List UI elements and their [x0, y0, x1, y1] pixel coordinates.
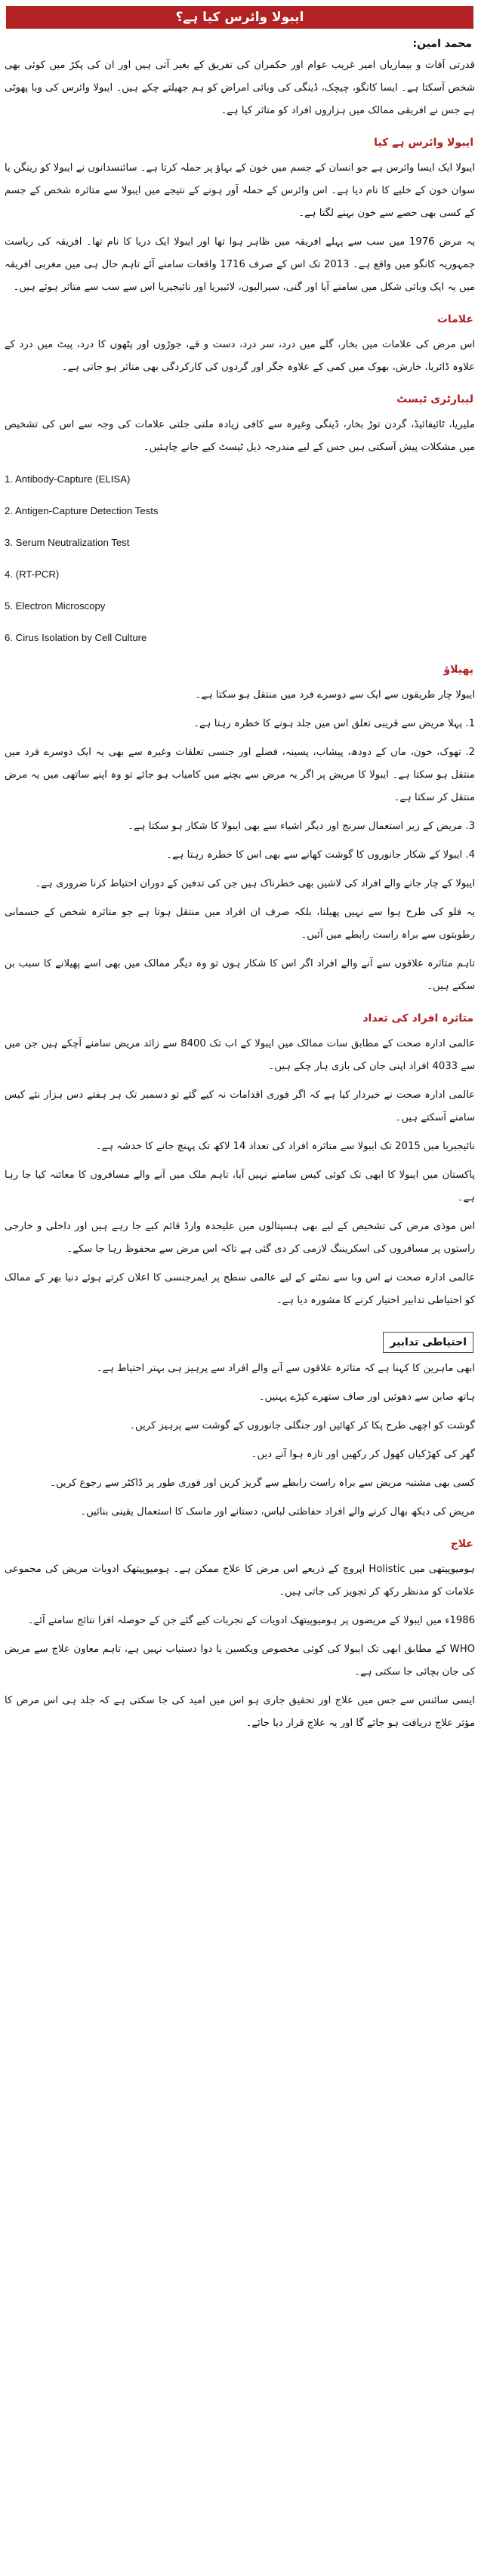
paragraph: گوشت کو اچھی طرح پکا کر کھائیں اور جنگلی جانوروں کے گوشت سے پرہیز کریں۔: [129, 1420, 475, 1431]
list-item: [5, 627, 469, 649]
page-title: ایبولا وائرس کیا ہے؟: [6, 6, 473, 29]
test-name: Antigen-Capture Detection Tests: [14, 505, 159, 516]
paragraph: پاکستان میں ایبولا کا ابھی تک کوئی کیس سامنے نہیں آیا، تاہم ملک میں آنے والے مسافروں کا معائنہ کیا جا رہا ہے۔: [5, 1169, 475, 1203]
section-heading-precautions: احتیاطی تدابیر: [383, 1332, 473, 1353]
paragraph: 1. پہلا مریض سے قریبی تعلق اس میں جلد ہونے کا خطرہ رہتا ہے۔: [193, 718, 475, 729]
paragraph: عالمی ادارہ صحت کے مطابق سات ممالک میں ایبولا کے اب تک 8400 سے زائد مریض سامنے آچکے ہیں جن میں سے 4033 افراد اپنی جان کی بازی ہار چکے ہیں۔: [5, 1038, 475, 1072]
paragraph: یہ مرض 1976 میں سب سے پہلے افریقہ میں ظاہر ہوا تھا اور ایبولا ایک دریا کا نام تھا۔ افریقہ کی ریاست جمہوریہ کانگو میں واقع ہے۔ 2013 تک اس کے صرف 1716 واقعات سامنے آئے تاہم حال ہی میں مغربی افریقہ میں یہ ایک وبائی شکل میں سامنے آیا اور گنی، سیرالیون، لائبیریا اور نائیجیریا اس سے سب سے متاثر ہوئے ہیں۔: [5, 236, 475, 293]
section-heading-tests: لیبارٹری ٹیسٹ: [396, 393, 473, 405]
paragraph: ایبولا کے چار جانے والے افراد کی لاشیں بھی خطرناک ہیں جن کی تدفین کے دوران احتیاط کرنا ضروری ہے۔: [35, 878, 475, 889]
paragraph: 4. ایبولا کے شکار جانوروں کا گوشت کھانے سے بھی اس کا خطرہ رہتا ہے۔: [166, 849, 475, 861]
paragraph: 2. تھوک، خون، ماں کے دودھ، پیشاب، پسینہ، فضلے اور جنسی تعلقات وغیرہ سے بھی یہ ایک دوسرے فرد میں منتقل ہو سکتا ہے۔ ایبولا کا مریض پر اگر یہ مرض سے بچنے میں کامیاب ہو جائے تو وہ اپنے ساتھی میں یہ مرض منتقل کر سکتا ہے۔: [5, 747, 475, 803]
paragraph: 1986ء میں ایبولا کے مریضوں پر ہومیوپیتھک ادویات کے تجربات کیے گئے جن کے حوصلہ افزا نتائج سامنے آئے۔: [27, 1615, 475, 1626]
list-index: 1.: [5, 473, 13, 485]
list-item: [5, 500, 469, 522]
list-item: [5, 563, 469, 586]
test-name: Cirus Isolation by Cell Culture: [15, 632, 147, 643]
paragraph: ملیریا، ٹائیفائیڈ، گردن توڑ بخار، ڈینگی وغیرہ سے کافی زیادہ ملتی جلتی علامات کی وجہ سے اس کی تشخیص میں مشکلات پیش آسکتی ہیں جس کے لیے مندرجہ ذیل ٹیسٹ کیے جانے چاہئیں۔: [5, 419, 475, 453]
paragraph: 3. مریض کے زیر استعمال سرنج اور دیگر اشیاء سے بھی ایبولا کا شکار ہو سکتا ہے۔: [128, 821, 475, 832]
list-index: 6.: [5, 632, 13, 643]
paragraph: اس مرض کی علامات میں بخار، گلے میں درد، سر درد، دست و قے، جوڑوں اور پٹھوں کا درد، پیٹ میں درد کے علاوہ ڈائریا، خارش، بھوک میں کمی کے علاوہ جگر اور گردوں کی کارکردگی بھی متاثر ہو جاتی ہے۔: [5, 339, 475, 373]
list-item: [5, 595, 469, 618]
tests-list: [5, 468, 475, 649]
paragraph: نائیجیریا میں 2015 تک ایبولا سے متاثرہ افراد کی تعداد 14 لاکھ تک پہنچ جانے کا خدشہ ہے۔: [95, 1141, 475, 1152]
paragraph: ایسی سائنس سے جس میں علاج اور تحقیق جاری ہو اس میں امید کی جا سکتی ہے کہ جلد ہی اس مرض کا مؤثر علاج دریافت ہو جائے گا اور یہ علاج قرار دیا جائے۔: [5, 1695, 475, 1729]
list-index: 5.: [5, 600, 13, 612]
paragraph: تاہم متاثرہ علاقوں سے آنے والے افراد اگر اس کا شکار ہوں تو وہ دیگر ممالک میں بھی اسے پھیلانے کا سبب بن سکتے ہیں۔: [5, 958, 475, 992]
section-heading-spread: پھیلاؤ: [443, 664, 473, 676]
paragraph: ایبولا چار طریقوں سے ایک سے دوسرے فرد میں منتقل ہو سکتا ہے۔: [195, 689, 475, 701]
test-name: Electron Microscopy: [15, 600, 106, 612]
paragraph: ایبولا ایک ایسا وائرس ہے جو انسان کے جسم میں خون کے بہاؤ پر حملہ کرتا ہے۔ سائنسدانوں نے ایبولا کو رینگن یا سوان خون کے خلیے کا نام دیا ہے۔ اس وائرس کے حملہ آور ہونے کے نتیجے میں ایبولا سے متاثرہ شخص کے جسم کے کسی بھی حصے سے خون بہنے لگتا ہے۔: [5, 162, 475, 219]
paragraph: اس موذی مرض کی تشخیص کے لیے بھی ہسپتالوں میں علیحدہ وارڈ قائم کیے جا رہے ہیں اور داخلی و خارجی راستوں پر مسافروں کی اسکریننگ لازمی کر دی گئی ہے تاکہ اس مرض سے محفوظ رہا جا سکے۔: [5, 1221, 475, 1255]
test-name: (RT-PCR): [15, 569, 60, 580]
paragraph: WHO کے مطابق ابھی تک ایبولا کی کوئی مخصوص ویکسین یا دوا دستیاب نہیں ہے، تاہم معاون علاج سے مریض کی جان بچائی جا سکتی ہے۔: [5, 1644, 475, 1678]
intro-paragraph: قدرتی آفات و بیماریاں امیر غریب عوام اور حکمران کی تفریق کے بغیر آتی ہیں اور ان کی پکڑ میں کوئی بھی شخص آسکتا ہے۔ ایسا کانگو، چیچک، ڈینگی کی وبائی امراض کو ہم جھیلتے چکے ہیں۔ ایبولا وائرس کی وبا پھوٹی ہے جس نے افریقی ممالک میں ہزاروں افراد کو متاثر کیا ہے۔: [5, 60, 475, 116]
paragraph: کسی بھی مشتبہ مریض سے براہ راست رابطے سے گریز کریں اور فوری طور پر ڈاکٹر سے رجوع کریں۔: [50, 1478, 475, 1489]
list-item: [5, 468, 469, 491]
list-index: 3.: [5, 537, 13, 548]
paragraph: یہ فلو کی طرح ہوا سے نہیں پھیلتا، بلکہ صرف ان افراد میں منتقل ہوتا ہے جو متاثرہ شخص کے جسمانی رطوبتوں سے براہ راست رابطے میں آئیں۔: [5, 907, 475, 941]
paragraph: عالمی ادارہ صحت نے خبردار کیا ہے کہ اگر فوری اقدامات نہ کیے گئے تو دسمبر تک ہر ہفتے دس ہزار نئے کیس سامنے آسکتے ہیں۔: [5, 1089, 475, 1123]
section-heading-affected: متاثرہ افراد کی تعداد: [362, 1012, 473, 1025]
author-name: محمد امین:: [412, 38, 472, 50]
paragraph: ابھی ماہرین کا کہنا ہے کہ متاثرہ علاقوں سے آنے والے افراد سے پرہیز ہی بہتر احتیاط ہے۔: [96, 1363, 475, 1374]
section-heading-what: ایبولا وائرس ہے کیا: [374, 137, 473, 149]
paragraph: عالمی ادارہ صحت نے اس وبا سے نمٹنے کے لیے عالمی سطح پر ایمرجنسی کا اعلان کرتے ہوئے دنیا بھر کے ممالک کو احتیاطی تدابیر اختیار کرنے کا مشورہ دیا ہے۔: [5, 1272, 475, 1306]
section-heading-treatment: علاج: [450, 1538, 473, 1550]
section-heading-symptoms: علامات: [436, 313, 473, 325]
test-name: Antibody-Capture (ELISA): [14, 473, 131, 485]
list-index: 2.: [5, 505, 13, 516]
paragraph: ہاتھ صابن سے دھوئیں اور صاف ستھرے کپڑے پہنیں۔: [258, 1391, 475, 1403]
test-name: Serum Neutralization Test: [15, 537, 130, 548]
paragraph: گھر کی کھڑکیاں کھول کر رکھیں اور تازہ ہوا آنے دیں۔: [251, 1449, 475, 1460]
list-item: [5, 532, 469, 554]
paragraph: ہومیوپیتھی میں Holistic اپروچ کے ذریعے اس مرض کا علاج ممکن ہے۔ ہومیوپیتھک ادویات مریض کی مجموعی علامات کو مدنظر رکھ کر تجویز کی جاتی ہیں۔: [5, 1564, 475, 1598]
paragraph: مریض کی دیکھ بھال کرنے والے افراد حفاظتی لباس، دستانے اور ماسک کا استعمال یقینی بنائیں۔: [80, 1506, 475, 1518]
list-index: 4.: [5, 569, 13, 580]
